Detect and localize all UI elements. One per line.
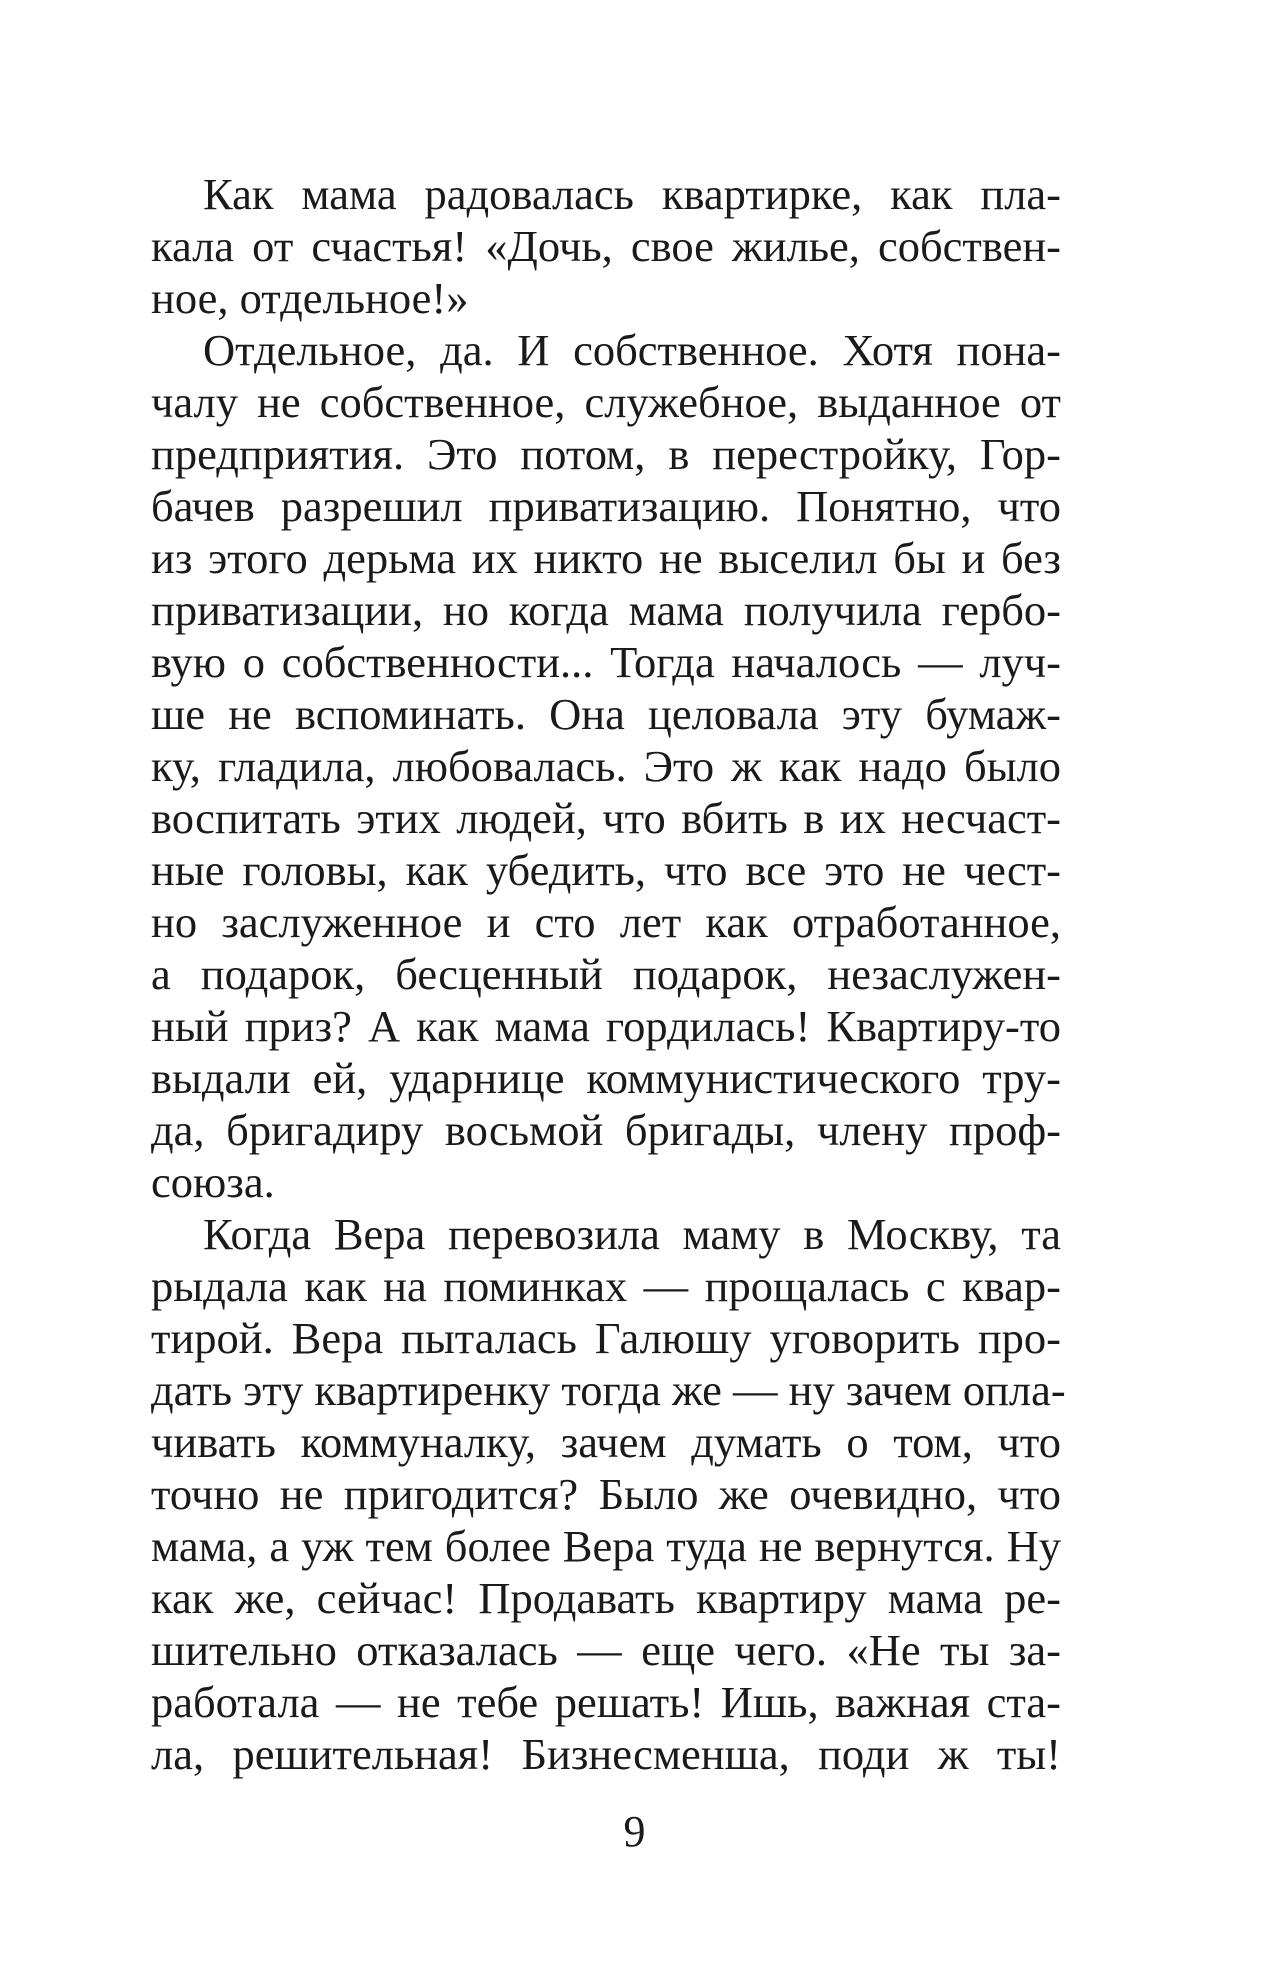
text-line: выдали ей, ударнице коммунистического тру-	[151, 1053, 1061, 1103]
text-line: да, бригадиру восьмой бригады, члену проф-	[151, 1105, 1061, 1155]
text-line: как же, сейчас! Продавать квартиру мама ре-	[151, 1573, 1061, 1623]
text-line: ше не вспоминать. Она целовала эту бумаж-	[151, 689, 1061, 739]
text-line: вую о собственности... Тогда началось — луч-	[151, 637, 1061, 687]
text-line: Отдельное, да. И собственное. Хотя пона-	[203, 325, 1061, 375]
text-line: шительно отказалась — еще чего. «Не ты за-	[151, 1625, 1061, 1675]
text-line: ла, решительная! Бизнесменша, поди ж ты!	[151, 1729, 1061, 1779]
text-line: чалу не собственное, служебное, выданное от	[151, 377, 1061, 427]
text-line: ное, отдельное!»	[151, 273, 469, 323]
text-line: воспитать этих людей, что вбить в их несчаст-	[151, 793, 1061, 843]
text-line: ку, гладила, любовалась. Это ж как надо было	[151, 741, 1061, 791]
text-line: союза.	[151, 1157, 275, 1207]
text-line: мама, а уж тем более Вера туда не вернутся. Ну	[151, 1521, 1061, 1571]
text-line: а подарок, бесценный подарок, незаслужен-	[151, 949, 1061, 999]
text-line: Когда Вера перевозила маму в Москву, та	[203, 1209, 1061, 1259]
text-line: чивать коммуналку, зачем думать о том, что	[151, 1417, 1061, 1467]
text-line: кала от счастья! «Дочь, свое жилье, собствен-	[151, 221, 1061, 271]
text-line: дать эту квартиренку тогда же — ну зачем опла-	[151, 1365, 1066, 1415]
text-line: тирой. Вера пыталась Галюшу уговорить про-	[151, 1313, 1061, 1363]
page-number: 9	[623, 1807, 646, 1856]
text-line: работала — не тебе решать! Ишь, важная ста-	[151, 1677, 1061, 1727]
text-line: приватизации, но когда мама получила гербо-	[151, 585, 1061, 635]
text-line: но заслуженное и сто лет как отработанное,	[151, 897, 1061, 947]
text-line: рыдала как на поминках — прощалась с квар-	[151, 1261, 1061, 1311]
text-line: из этого дерьма их никто не выселил бы и без	[151, 533, 1061, 583]
text-line: предприятия. Это потом, в перестройку, Гор-	[151, 429, 1061, 479]
body-text	[151, 168, 1066, 1780]
text-line: Как мама радовалась квартирке, как пла-	[203, 169, 1061, 219]
text-line: ные головы, как убедить, что все это не чест-	[151, 845, 1061, 895]
text-line: бачев разрешил приватизацию. Понятно, что	[151, 481, 1061, 531]
text-line: ный приз? А как мама гордилась! Квартиру-то	[151, 1001, 1061, 1051]
text-line: точно не пригодится? Было же очевидно, что	[151, 1469, 1061, 1519]
